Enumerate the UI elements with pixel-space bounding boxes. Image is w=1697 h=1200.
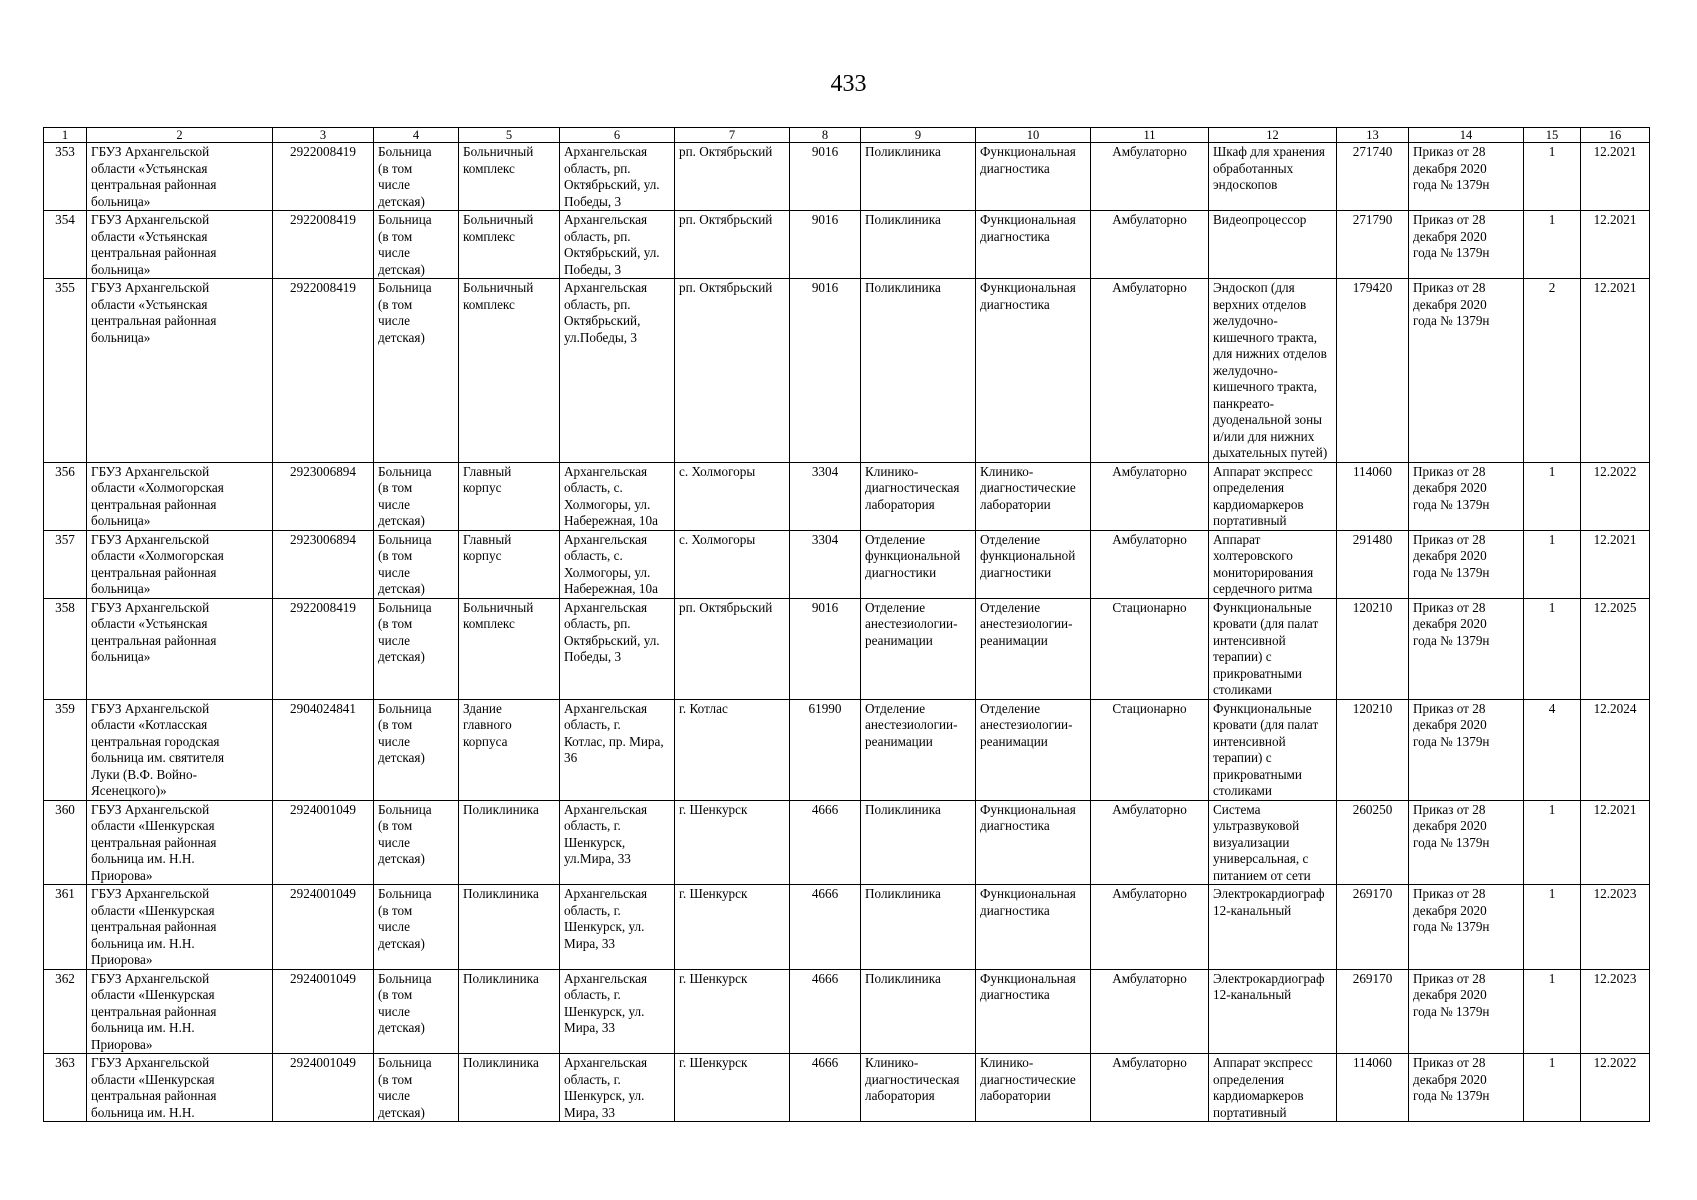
address-cell: Архангельская область, рп. Октябрьский, ул. Победы, 3 [560,211,675,279]
care-conditions-cell: Амбулаторно [1091,969,1209,1054]
organization-name-cell: ГБУЗ Архангельской области «Холмогорская центральная районная больница» [87,530,273,598]
subdivision-cell: Клинико- диагностическая лаборатория [861,462,976,530]
order-reference-cell: Приказ от 28 декабря 2020 года № 1379н [1409,885,1524,970]
table-row [44,1054,1650,1122]
profile-cell: Функциональная диагностика [976,211,1091,279]
quantity-cell: 1 [1524,1054,1581,1122]
page-number: 433 [830,71,867,97]
order-reference-cell: Приказ от 28 декабря 2020 года № 1379н [1409,143,1524,211]
delivery-date-cell: 12.2023 [1581,969,1650,1054]
quantity-cell: 1 [1524,530,1581,598]
profile-cell: Отделение анестезиологии- реанимации [976,598,1091,699]
facility-type-cell: Больница (в том числе детская) [374,800,459,885]
delivery-date-cell: 12.2022 [1581,462,1650,530]
care-conditions-cell: Стационарно [1091,699,1209,800]
column-header: 2 [87,128,273,143]
facility-type-cell: Больница (в том числе детская) [374,969,459,1054]
order-reference-cell: Приказ от 28 декабря 2020 года № 1379н [1409,462,1524,530]
building-name-cell: Больничный комплекс [459,211,560,279]
order-reference-cell: Приказ от 28 декабря 2020 года № 1379н [1409,598,1524,699]
settlement-cell: рп. Октябрьский [675,143,790,211]
table-row [44,699,1650,800]
equipment-name-cell: Функциональные кровати (для палат интенсивной терапии) с прикроватными столиками [1209,598,1337,699]
facility-type-cell: Больница (в том числе детская) [374,462,459,530]
quantity-cell: 1 [1524,211,1581,279]
row-number-cell: 361 [44,885,87,970]
address-cell: Архангельская область, г. Котлас, пр. Мира, 36 [560,699,675,800]
settlement-cell: рп. Октябрьский [675,279,790,463]
address-cell: Архангельская область, г. Шенкурск, ул.Мира, 33 [560,800,675,885]
order-reference-cell: Приказ от 28 декабря 2020 года № 1379н [1409,279,1524,463]
population-cell: 3304 [790,530,861,598]
address-cell: Архангельская область, с. Холмогоры, ул. Набережная, 10а [560,462,675,530]
organization-name-cell: ГБУЗ Архангельской области «Шенкурская центральная районная больница им. Н.Н. Приорова» [87,800,273,885]
table-row [44,211,1650,279]
inn-cell: 2922008419 [273,598,374,699]
population-cell: 61990 [790,699,861,800]
population-cell: 9016 [790,211,861,279]
care-conditions-cell: Амбулаторно [1091,143,1209,211]
settlement-cell: с. Холмогоры [675,462,790,530]
building-name-cell: Поликлиника [459,800,560,885]
delivery-date-cell: 12.2025 [1581,598,1650,699]
care-conditions-cell: Амбулаторно [1091,211,1209,279]
column-header: 8 [790,128,861,143]
facility-type-cell: Больница (в том числе детская) [374,1054,459,1122]
row-number-cell: 354 [44,211,87,279]
row-number-cell: 363 [44,1054,87,1122]
quantity-cell: 1 [1524,462,1581,530]
inn-cell: 2924001049 [273,800,374,885]
equipment-code-cell: 271740 [1337,143,1409,211]
subdivision-cell: Отделение анестезиологии- реанимации [861,598,976,699]
order-reference-cell: Приказ от 28 декабря 2020 года № 1379н [1409,211,1524,279]
equipment-name-cell: Система ультразвуковой визуализации универсальная, с питанием от сети [1209,800,1337,885]
population-cell: 9016 [790,598,861,699]
registry-table [43,127,1650,1122]
order-reference-cell: Приказ от 28 декабря 2020 года № 1379н [1409,699,1524,800]
delivery-date-cell: 12.2021 [1581,211,1650,279]
facility-type-cell: Больница (в том числе детская) [374,885,459,970]
inn-cell: 2924001049 [273,885,374,970]
quantity-cell: 1 [1524,598,1581,699]
equipment-code-cell: 260250 [1337,800,1409,885]
inn-cell: 2904024841 [273,699,374,800]
equipment-name-cell: Аппарат экспресс определения кардиомаркеров портативный [1209,1054,1337,1122]
column-header: 16 [1581,128,1650,143]
quantity-cell: 1 [1524,885,1581,970]
facility-type-cell: Больница (в том числе детская) [374,211,459,279]
address-cell: Архангельская область, г. Шенкурск, ул. Мира, 33 [560,1054,675,1122]
equipment-code-cell: 114060 [1337,1054,1409,1122]
population-cell: 9016 [790,279,861,463]
profile-cell: Функциональная диагностика [976,143,1091,211]
subdivision-cell: Отделение функциональной диагностики [861,530,976,598]
table-row [44,462,1650,530]
equipment-code-cell: 271790 [1337,211,1409,279]
care-conditions-cell: Амбулаторно [1091,530,1209,598]
profile-cell: Функциональная диагностика [976,279,1091,463]
equipment-code-cell: 179420 [1337,279,1409,463]
equipment-name-cell: Аппарат экспресс определения кардиомаркеров портативный [1209,462,1337,530]
settlement-cell: г. Шенкурск [675,969,790,1054]
inn-cell: 2923006894 [273,530,374,598]
equipment-name-cell: Функциональные кровати (для палат интенсивной терапии) с прикроватными столиками [1209,699,1337,800]
table-body [44,143,1650,1122]
subdivision-cell: Поликлиника [861,279,976,463]
column-number-row [44,128,1650,143]
address-cell: Архангельская область, г. Шенкурск, ул. Мира, 33 [560,969,675,1054]
inn-cell: 2924001049 [273,1054,374,1122]
column-header: 1 [44,128,87,143]
equipment-name-cell: Электрокардиограф 12-канальный [1209,885,1337,970]
care-conditions-cell: Амбулаторно [1091,800,1209,885]
settlement-cell: г. Шенкурск [675,800,790,885]
organization-name-cell: ГБУЗ Архангельской области «Котласская центральная городская больница им. святителя Луки (В.Ф. Войно- Ясенецкого)» [87,699,273,800]
address-cell: Архангельская область, с. Холмогоры, ул. Набережная, 10а [560,530,675,598]
facility-type-cell: Больница (в том числе детская) [374,699,459,800]
care-conditions-cell: Стационарно [1091,598,1209,699]
column-header: 5 [459,128,560,143]
inn-cell: 2924001049 [273,969,374,1054]
settlement-cell: г. Котлас [675,699,790,800]
subdivision-cell: Отделение анестезиологии- реанимации [861,699,976,800]
order-reference-cell: Приказ от 28 декабря 2020 года № 1379н [1409,530,1524,598]
equipment-name-cell: Эндоскоп (для верхних отделов желудочно- кишечного тракта, для нижних отделов желудочно- кишечного тракта, панкреато- дуоденальной зоны и/или для нижних дыхательных путей) [1209,279,1337,463]
settlement-cell: с. Холмогоры [675,530,790,598]
care-conditions-cell: Амбулаторно [1091,279,1209,463]
column-header: 4 [374,128,459,143]
address-cell: Архангельская область, рп. Октябрьский, ул.Победы, 3 [560,279,675,463]
organization-name-cell: ГБУЗ Архангельской области «Устьянская центральная районная больница» [87,598,273,699]
care-conditions-cell: Амбулаторно [1091,462,1209,530]
organization-name-cell: ГБУЗ Архангельской области «Шенкурская центральная районная больница им. Н.Н. Приорова» [87,885,273,970]
building-name-cell: Главный корпус [459,530,560,598]
row-number-cell: 353 [44,143,87,211]
inn-cell: 2922008419 [273,211,374,279]
inn-cell: 2922008419 [273,143,374,211]
profile-cell: Отделение анестезиологии- реанимации [976,699,1091,800]
building-name-cell: Поликлиника [459,1054,560,1122]
subdivision-cell: Поликлиника [861,885,976,970]
subdivision-cell: Поликлиника [861,800,976,885]
inn-cell: 2923006894 [273,462,374,530]
quantity-cell: 4 [1524,699,1581,800]
delivery-date-cell: 12.2023 [1581,885,1650,970]
equipment-code-cell: 114060 [1337,462,1409,530]
equipment-name-cell: Шкаф для хранения обработанных эндоскопов [1209,143,1337,211]
facility-type-cell: Больница (в том числе детская) [374,598,459,699]
delivery-date-cell: 12.2024 [1581,699,1650,800]
settlement-cell: г. Шенкурск [675,1054,790,1122]
facility-type-cell: Больница (в том числе детская) [374,143,459,211]
building-name-cell: Поликлиника [459,885,560,970]
equipment-code-cell: 120210 [1337,598,1409,699]
population-cell: 4666 [790,1054,861,1122]
row-number-cell: 356 [44,462,87,530]
quantity-cell: 2 [1524,279,1581,463]
column-header: 7 [675,128,790,143]
delivery-date-cell: 12.2022 [1581,1054,1650,1122]
population-cell: 4666 [790,885,861,970]
equipment-code-cell: 269170 [1337,969,1409,1054]
order-reference-cell: Приказ от 28 декабря 2020 года № 1379н [1409,800,1524,885]
organization-name-cell: ГБУЗ Архангельской области «Устьянская центральная районная больница» [87,279,273,463]
profile-cell: Клинико- диагностические лаборатории [976,1054,1091,1122]
profile-cell: Клинико- диагностические лаборатории [976,462,1091,530]
equipment-code-cell: 291480 [1337,530,1409,598]
table-row [44,530,1650,598]
table-row [44,598,1650,699]
column-header: 14 [1409,128,1524,143]
row-number-cell: 359 [44,699,87,800]
quantity-cell: 1 [1524,143,1581,211]
delivery-date-cell: 12.2021 [1581,143,1650,211]
equipment-code-cell: 269170 [1337,885,1409,970]
order-reference-cell: Приказ от 28 декабря 2020 года № 1379н [1409,1054,1524,1122]
order-reference-cell: Приказ от 28 декабря 2020 года № 1379н [1409,969,1524,1054]
table-row [44,143,1650,211]
organization-name-cell: ГБУЗ Архангельской области «Холмогорская центральная районная больница» [87,462,273,530]
equipment-name-cell: Видеопроцессор [1209,211,1337,279]
column-header: 10 [976,128,1091,143]
table-row [44,885,1650,970]
subdivision-cell: Поликлиника [861,969,976,1054]
population-cell: 4666 [790,800,861,885]
organization-name-cell: ГБУЗ Архангельской области «Шенкурская центральная районная больница им. Н.Н. [87,1054,273,1122]
subdivision-cell: Поликлиника [861,143,976,211]
facility-type-cell: Больница (в том числе детская) [374,279,459,463]
settlement-cell: рп. Октябрьский [675,598,790,699]
population-cell: 4666 [790,969,861,1054]
settlement-cell: рп. Октябрьский [675,211,790,279]
facility-type-cell: Больница (в том числе детская) [374,530,459,598]
column-header: 15 [1524,128,1581,143]
settlement-cell: г. Шенкурск [675,885,790,970]
equipment-name-cell: Электрокардиограф 12-канальный [1209,969,1337,1054]
building-name-cell: Больничный комплекс [459,143,560,211]
building-name-cell: Поликлиника [459,969,560,1054]
building-name-cell: Здание главного корпуса [459,699,560,800]
row-number-cell: 360 [44,800,87,885]
delivery-date-cell: 12.2021 [1581,279,1650,463]
table-row [44,800,1650,885]
profile-cell: Функциональная диагностика [976,800,1091,885]
subdivision-cell: Клинико- диагностическая лаборатория [861,1054,976,1122]
equipment-code-cell: 120210 [1337,699,1409,800]
care-conditions-cell: Амбулаторно [1091,1054,1209,1122]
profile-cell: Функциональная диагностика [976,969,1091,1054]
quantity-cell: 1 [1524,969,1581,1054]
row-number-cell: 355 [44,279,87,463]
population-cell: 9016 [790,143,861,211]
organization-name-cell: ГБУЗ Архангельской области «Устьянская центральная районная больница» [87,211,273,279]
population-cell: 3304 [790,462,861,530]
column-header: 3 [273,128,374,143]
row-number-cell: 357 [44,530,87,598]
address-cell: Архангельская область, рп. Октябрьский, ул. Победы, 3 [560,598,675,699]
column-header: 12 [1209,128,1337,143]
row-number-cell: 358 [44,598,87,699]
building-name-cell: Главный корпус [459,462,560,530]
row-number-cell: 362 [44,969,87,1054]
care-conditions-cell: Амбулаторно [1091,885,1209,970]
column-header: 6 [560,128,675,143]
inn-cell: 2922008419 [273,279,374,463]
column-header: 13 [1337,128,1409,143]
equipment-name-cell: Аппарат холтеровского мониторирования сердечного ритма [1209,530,1337,598]
column-header: 9 [861,128,976,143]
delivery-date-cell: 12.2021 [1581,530,1650,598]
delivery-date-cell: 12.2021 [1581,800,1650,885]
organization-name-cell: ГБУЗ Архангельской области «Устьянская центральная районная больница» [87,143,273,211]
table-row [44,279,1650,463]
subdivision-cell: Поликлиника [861,211,976,279]
organization-name-cell: ГБУЗ Архангельской области «Шенкурская центральная районная больница им. Н.Н. Приорова» [87,969,273,1054]
table-row [44,969,1650,1054]
quantity-cell: 1 [1524,800,1581,885]
address-cell: Архангельская область, рп. Октябрьский, ул. Победы, 3 [560,143,675,211]
column-header: 11 [1091,128,1209,143]
profile-cell: Функциональная диагностика [976,885,1091,970]
address-cell: Архангельская область, г. Шенкурск, ул. Мира, 33 [560,885,675,970]
building-name-cell: Больничный комплекс [459,598,560,699]
profile-cell: Отделение функциональной диагностики [976,530,1091,598]
building-name-cell: Больничный комплекс [459,279,560,463]
